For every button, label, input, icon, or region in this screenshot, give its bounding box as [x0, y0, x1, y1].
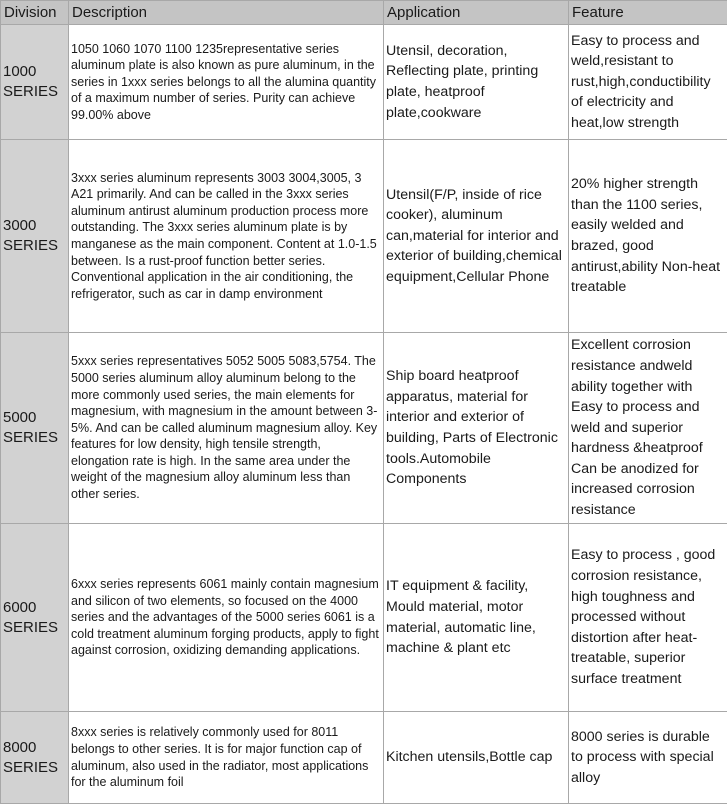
header-description: Description [69, 1, 384, 25]
division-cell [1, 524, 69, 712]
description-cell: 5xxx series representatives 5052 5005 5083,5754. The 5000 series aluminum alloy aluminum belong to the more commonly used series, the main elements for magnesium, with magnesium in the amount between 3-5%. And can be called aluminum magnesium alloy. Key features for low density, high tensile strength, elongation rate is high. In the same area under the weight of the magnesium alloy aluminum less than other series. [69, 333, 384, 524]
division-number: 6000 [3, 599, 36, 616]
application-cell: Utensil, decoration, Reflecting plate, printing plate, heatproof plate,cookware [384, 25, 569, 140]
table-row [1, 25, 727, 140]
header-division: Division [1, 1, 69, 25]
table-row [1, 524, 727, 712]
division-cell [1, 333, 69, 524]
feature-cell: 20% higher strength than the 1100 series, easily welded and brazed, good antirust,ability Non-heat treatable [569, 140, 727, 333]
application-cell: Kitchen utensils,Bottle cap [384, 712, 569, 804]
header-row [1, 1, 727, 25]
division-number: 5000 [3, 409, 36, 426]
table-row [1, 712, 727, 804]
feature-cell: Excellent corrosion resistance andweld ability together with Easy to process and weld and superior hardness &heatproof Can be anodized for increased corrosion resistance [569, 333, 727, 524]
division-cell [1, 712, 69, 804]
division-suffix: SERIES [3, 237, 58, 254]
feature-cell: Easy to process and weld,resistant to rust,high,conductibility of electricity and heat,low strength [569, 25, 727, 140]
description-cell: 1050 1060 1070 1100 1235representative series aluminum plate is also known as pure aluminum, in the series in 1xxx series belongs to all the alumina quantity of a maximum number of series. Purity can achieve 99.00% above [69, 25, 384, 140]
division-suffix: SERIES [3, 619, 58, 636]
feature-cell: Easy to process , good corrosion resistance, high toughness and processed without distortion after heat-treatable, superior surface treatment [569, 524, 727, 712]
division-cell [1, 140, 69, 333]
header-feature: Feature [569, 1, 727, 25]
division-suffix: SERIES [3, 83, 58, 100]
feature-cell: 8000 series is durable to process with special alloy [569, 712, 727, 804]
division-suffix: SERIES [3, 429, 58, 446]
description-cell: 6xxx series represents 6061 mainly contain magnesium and silicon of two elements, so focused on the 4000 series and the advantages of the 5000 series 6061 is a cold treatment aluminum forging products, apply to fight against corrosion, oxidizing demanding applications. [69, 524, 384, 712]
description-cell: 8xxx series is relatively commonly used for 8011 belongs to other series. It is for major function cap of aluminum, also used in the radiator, most applications for the aluminum foil [69, 712, 384, 804]
application-cell: Utensil(F/P, inside of rice cooker), aluminum can,material for interior and exterior of building,chemical equipment,Cellular Phone [384, 140, 569, 333]
application-cell: IT equipment & facility, Mould material, motor material, automatic line, machine & plant etc [384, 524, 569, 712]
table-row [1, 140, 727, 333]
division-cell [1, 25, 69, 140]
division-suffix: SERIES [3, 759, 58, 776]
table-row [1, 333, 727, 524]
division-number: 8000 [3, 739, 36, 756]
division-number: 3000 [3, 217, 36, 234]
description-cell: 3xxx series aluminum represents 3003 3004,3005, 3 A21 primarily. And can be called in the 3xxx series aluminum antirust aluminum production process more outstanding. The 3xxx series aluminum plate is by manganese as the main component. Content at 1.0-1.5 between. Is a rust-proof function better series. Conventional application in the air conditioning, the refrigerator, such as car in damp environment [69, 140, 384, 333]
application-cell: Ship board heatproof apparatus, material for interior and exterior of building, Parts of Electronic tools.Automobile Components [384, 333, 569, 524]
header-application: Application [384, 1, 569, 25]
division-number: 1000 [3, 63, 36, 80]
